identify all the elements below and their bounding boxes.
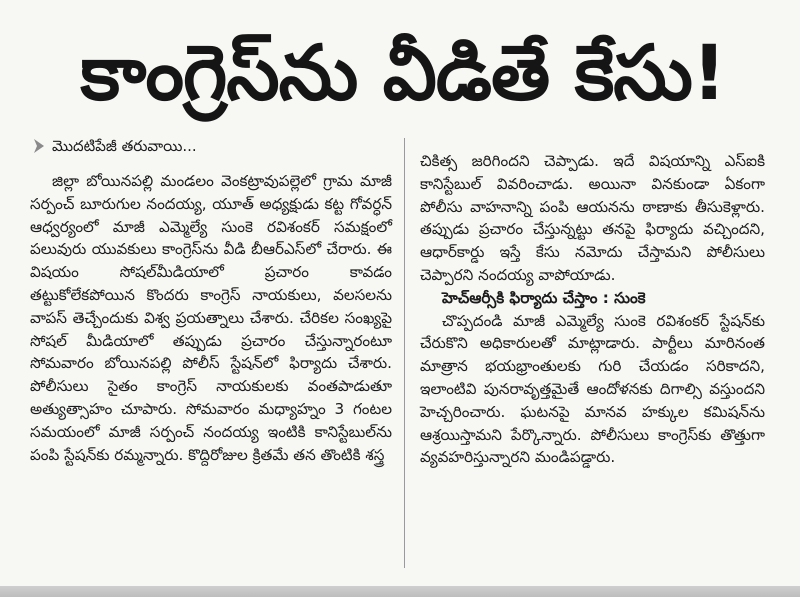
headline: కాంగ్రెస్‌ను వీడితే కేసు! bbox=[80, 28, 726, 117]
article-paragraph: జిల్లా బోయినపల్లి మండలం వెంకట్రావుపల్లెలో గ్రామ మాజీ సర్పంచ్ బూరుగుల నందయ్య, యూత్ అధ్యక్షుడు కట్ట గోవర్ధన్ ఆధ్వర్యంలో మాజీ ఎమ్మెల్యే సుంకె రవిశంకర్ సమక్షంలో పలువురు యువకులు కాంగ్రెస్‌ను వీడి బీఆర్ఎస్‌లో చేరారు. ఈ విషయం సోషల్‌మీడియాలో ప్రచారం కావడం తట్టుకోలేకపోయిన కొందరు కాంగ్రెస్ నాయకులు, వలసలను వాపస్ తెచ్చేందుకు విశ్వ ప్రయత్నాలు చేశారు. చేరికల సంఖ్యపై సోషల్ మీడియాలో తప్పుడు ప్రచారం చేస్తున్నారంటూ సోమవారం బోయినపల్లి పోలీస్ స్టేషన్‌లో ఫిర్యాదు చేశారు. పోలీసులు సైతం కాంగ్రెస్ నాయకులకు వంతపాడుతూ అత్యుత్సాహం చూపారు. సోమవారం మధ్యాహ్నం 3 గంటల సమయంలో మాజీ సర్పంచ్ నందయ్య ఇంటికి కానిస్టేబుల్‌ను పంపి స్టేషన్‌కు రమ్మన్నారు. కొద్దిరోజుల క్రితమే తన తొంటికి శస్త్ర bbox=[30, 172, 392, 464]
continuation-label: మొదటిపేజీ తరువాయి... bbox=[52, 137, 197, 155]
chevron-right-icon bbox=[32, 138, 46, 154]
article-paragraph: చికిత్స జరిగిందని చెప్పాడు. ఇదే విషయాన్ని ఎస్ఐకి కానిస్టేబుల్ వివరించాడు. అయినా వినకుండా ఏకంగా పోలీసు వాహనాన్ని పంపి ఆయనను ఠాణాకు తీసుకెళ్లారు. తప్పుడు ప్రచారం చేస్తున్నట్టు తనపై ఫిర్యాదు వచ్చిందని, ఆధార్‌కార్డు ఇస్తే కేసు నమోదు చేస్తామని పోలీసులు చెప్పారని నందయ్య వాపోయాడు. bbox=[420, 152, 765, 284]
continuation-marker bbox=[30, 136, 392, 156]
article-paragraph: చొప్పదండి మాజీ ఎమ్మెల్యే సుంకె రవిశంకర్ స్టేషన్‌కు చేరుకొని అధికారులతో మాట్లాడారు. పార్టీలు మారినంత మాత్రాన భయభ్రాంతులకు గురి చేయడం సరికాదని, ఇలాంటివి పునరావృత్తమైతే ఆందోళనకు దిగాల్సి వస్తుందని హెచ్చరించారు. ఘటనపై మానవ హక్కుల కమిషన్‌ను ఆశ్రయిస్తామని పేర్కొన్నారు. పోలీసులు కాంగ్రెస్‌కు తొత్తుగా వ్యవహరిస్తున్నారని మండిపడ్డారు. bbox=[420, 311, 765, 467]
next-article-edge bbox=[0, 578, 800, 597]
column-divider bbox=[404, 138, 405, 568]
right-column bbox=[420, 150, 765, 469]
article-subheading: హెచ్ఆర్సీకి ఫిర్యాదు చేస్తాం : సుంకె bbox=[442, 288, 646, 307]
left-column bbox=[30, 136, 392, 466]
